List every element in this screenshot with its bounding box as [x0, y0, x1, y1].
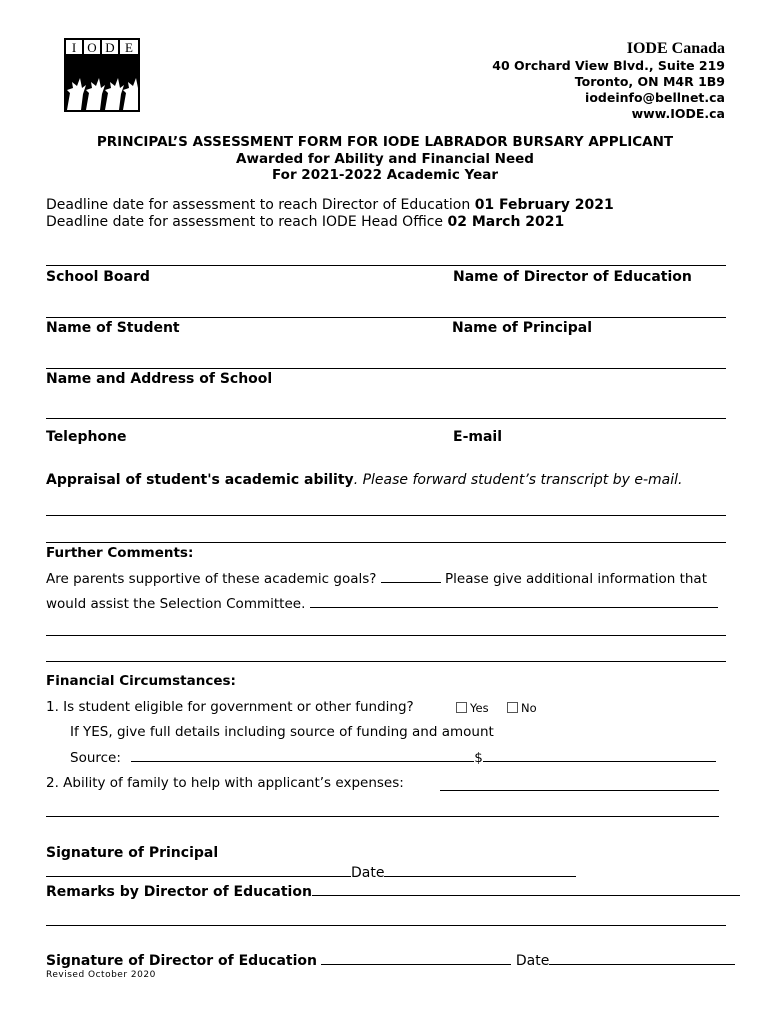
yes-option[interactable] [456, 701, 489, 715]
deadline-head-office-text: Deadline date for assessment to reach IODE Head Office [46, 214, 448, 230]
form-title: PRINCIPAL’S ASSESSMENT FORM FOR IODE LABRADOR BURSARY APPLICANT [96, 134, 674, 150]
remarks-label: Remarks by Director of Education [46, 884, 312, 900]
school-address-line[interactable] [46, 368, 726, 369]
yes-label: Yes [470, 701, 489, 715]
form-subtitle-2: For 2021-2022 Academic Year [272, 167, 498, 183]
address-line1: 40 Orchard View Blvd., Suite 219 [492, 58, 725, 73]
logo-letter-i: I [71, 40, 77, 55]
iode-logo [64, 38, 140, 112]
comments-heading: Further Comments: [46, 545, 194, 561]
deadline-head-office-date: 02 March 2021 [447, 214, 565, 230]
appraisal-line-1[interactable] [46, 515, 726, 516]
org-website: www.IODE.ca [631, 106, 725, 121]
logo-letter-o: O [87, 40, 97, 55]
no-checkbox[interactable] [507, 702, 518, 713]
appraisal-label: Appraisal of student's academic ability [46, 472, 354, 488]
if-yes-text: If YES, give full details including source of funding and amount [70, 724, 494, 740]
deadline-head-office [46, 214, 564, 230]
principal-date-blank[interactable] [384, 876, 576, 877]
deadline-director-date: 01 February 2021 [474, 197, 614, 213]
logo-letter-d: D [105, 40, 115, 55]
director-signature-blank[interactable] [321, 964, 511, 965]
source-label: Source: [70, 750, 121, 766]
remarks-line[interactable] [46, 925, 726, 926]
director-name-label: Name of Director of Education [453, 269, 692, 285]
school-board-label: School Board [46, 269, 150, 285]
director-date-blank[interactable] [549, 964, 735, 965]
comments-line2-row [46, 596, 718, 612]
remarks-row [46, 884, 740, 900]
financial-heading: Financial Circumstances: [46, 673, 236, 689]
no-option[interactable] [507, 701, 537, 715]
additional-info-blank[interactable] [310, 607, 718, 608]
address-line2: Toronto, ON M4R 1B9 [574, 74, 725, 89]
student-name-label: Name of Student [46, 320, 180, 336]
revised-note: Revised October 2020 [46, 970, 156, 980]
telephone-label: Telephone [46, 429, 127, 445]
principal-signature-blank[interactable] [46, 876, 351, 877]
school-address-label: Name and Address of School [46, 371, 273, 387]
appraisal-note: . Please forward student’s transcript by e-mail. [353, 472, 683, 488]
family-help-blank[interactable] [440, 790, 719, 791]
school-board-line[interactable] [46, 265, 726, 266]
comments-line2: would assist the Selection Committee. [46, 596, 306, 612]
comments-line-2[interactable] [46, 661, 726, 662]
remarks-blank[interactable] [312, 895, 740, 896]
funding-question: 1. Is student eligible for government or other funding? [46, 699, 414, 715]
director-date-label: Date [515, 953, 550, 969]
iode-logo-graphic [64, 38, 140, 112]
deadline-director [46, 197, 614, 213]
principal-signature-row [46, 865, 576, 881]
amount-blank[interactable] [483, 761, 716, 762]
director-signature-label: Signature of Director of Education [46, 953, 317, 969]
family-help-question: 2. Ability of family to help with applicant’s expenses: [46, 775, 404, 791]
student-name-line[interactable] [46, 317, 726, 318]
dollar-sign: $ [474, 750, 483, 766]
parents-supportive-blank[interactable] [381, 582, 441, 583]
org-email: iodeinfo@bellnet.ca [585, 90, 725, 105]
no-label: No [521, 701, 537, 715]
source-row [70, 750, 716, 766]
family-help-line[interactable] [46, 816, 719, 817]
comments-line-1[interactable] [46, 635, 726, 636]
comments-question-tail: Please give additional information that [445, 571, 707, 587]
logo-letter-e: E [125, 40, 133, 55]
principal-signature-label: Signature of Principal [46, 845, 219, 861]
source-blank[interactable] [131, 761, 474, 762]
principal-date-label: Date [351, 865, 385, 881]
yes-checkbox[interactable] [456, 702, 467, 713]
principal-name-label: Name of Principal [452, 320, 592, 336]
org-name: IODE Canada [626, 40, 725, 57]
director-signature-row [46, 953, 735, 969]
email-label: E-mail [453, 429, 503, 445]
deadline-director-text: Deadline date for assessment to reach Director of Education [46, 197, 475, 213]
form-subtitle-1: Awarded for Ability and Financial Need [236, 151, 534, 167]
comments-question: Are parents supportive of these academic goals? [46, 571, 377, 587]
appraisal-line-2[interactable] [46, 542, 726, 543]
appraisal-row [46, 472, 682, 488]
comments-question-row [46, 571, 726, 587]
telephone-line[interactable] [46, 418, 726, 419]
